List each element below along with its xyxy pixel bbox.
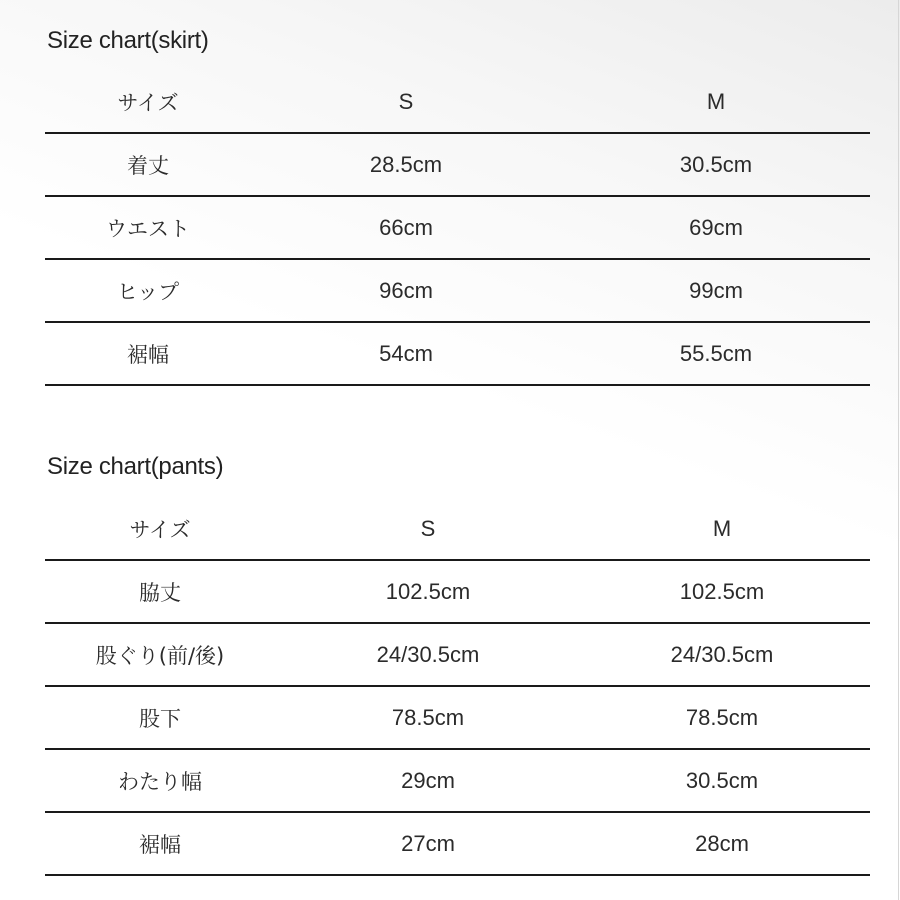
value-s: 24/30.5cm xyxy=(376,641,480,667)
value-m: 102.5cm xyxy=(679,578,765,604)
row-label: 裾幅 xyxy=(127,342,169,367)
value-m: 69cm xyxy=(689,214,743,240)
row-label: 脇丈 xyxy=(139,580,181,605)
value-m: 30.5cm xyxy=(679,151,753,177)
table-row xyxy=(45,322,870,385)
table-row xyxy=(45,812,870,875)
value-m: 78.5cm xyxy=(685,704,759,730)
value-s: 29cm xyxy=(401,767,455,793)
header-size-s: S xyxy=(420,515,436,541)
row-label: 股ぐり(前/後) xyxy=(95,643,225,668)
value-m: 28cm xyxy=(695,830,749,856)
row-label: 股下 xyxy=(139,706,181,731)
header-size-label: サイズ xyxy=(129,517,191,542)
pants-chart-title: Size chart(pants) xyxy=(47,453,224,480)
row-label: 着丈 xyxy=(127,153,169,178)
row-label: わたり幅 xyxy=(118,769,202,794)
divider xyxy=(45,874,870,876)
row-label: 裾幅 xyxy=(139,832,181,857)
value-m: 30.5cm xyxy=(685,767,759,793)
value-s: 66cm xyxy=(379,214,433,240)
row-label: ヒップ xyxy=(116,279,180,304)
header-size-s: S xyxy=(398,88,414,114)
value-m: 55.5cm xyxy=(679,340,753,366)
value-s: 78.5cm xyxy=(391,704,465,730)
table-row xyxy=(45,133,870,196)
value-s: 27cm xyxy=(401,830,455,856)
table-row xyxy=(45,686,870,749)
table-row xyxy=(45,623,870,686)
value-s: 96cm xyxy=(379,277,433,303)
pants-header-row xyxy=(45,497,870,560)
value-m: 99cm xyxy=(689,277,743,303)
row-label: ウエスト xyxy=(106,216,190,241)
skirt-header-row xyxy=(45,70,870,133)
value-s: 102.5cm xyxy=(385,578,471,604)
value-m: 24/30.5cm xyxy=(670,641,774,667)
image-edge xyxy=(898,0,899,900)
skirt-chart-title: Size chart(skirt) xyxy=(47,27,209,54)
header-size-label: サイズ xyxy=(117,90,179,115)
header-size-m: M xyxy=(706,88,726,114)
table-row xyxy=(45,749,870,812)
header-size-m: M xyxy=(712,515,732,541)
table-row xyxy=(45,560,870,623)
value-s: 28.5cm xyxy=(369,151,443,177)
table-row xyxy=(45,196,870,259)
value-s: 54cm xyxy=(379,340,433,366)
table-row xyxy=(45,259,870,322)
divider xyxy=(45,384,870,386)
